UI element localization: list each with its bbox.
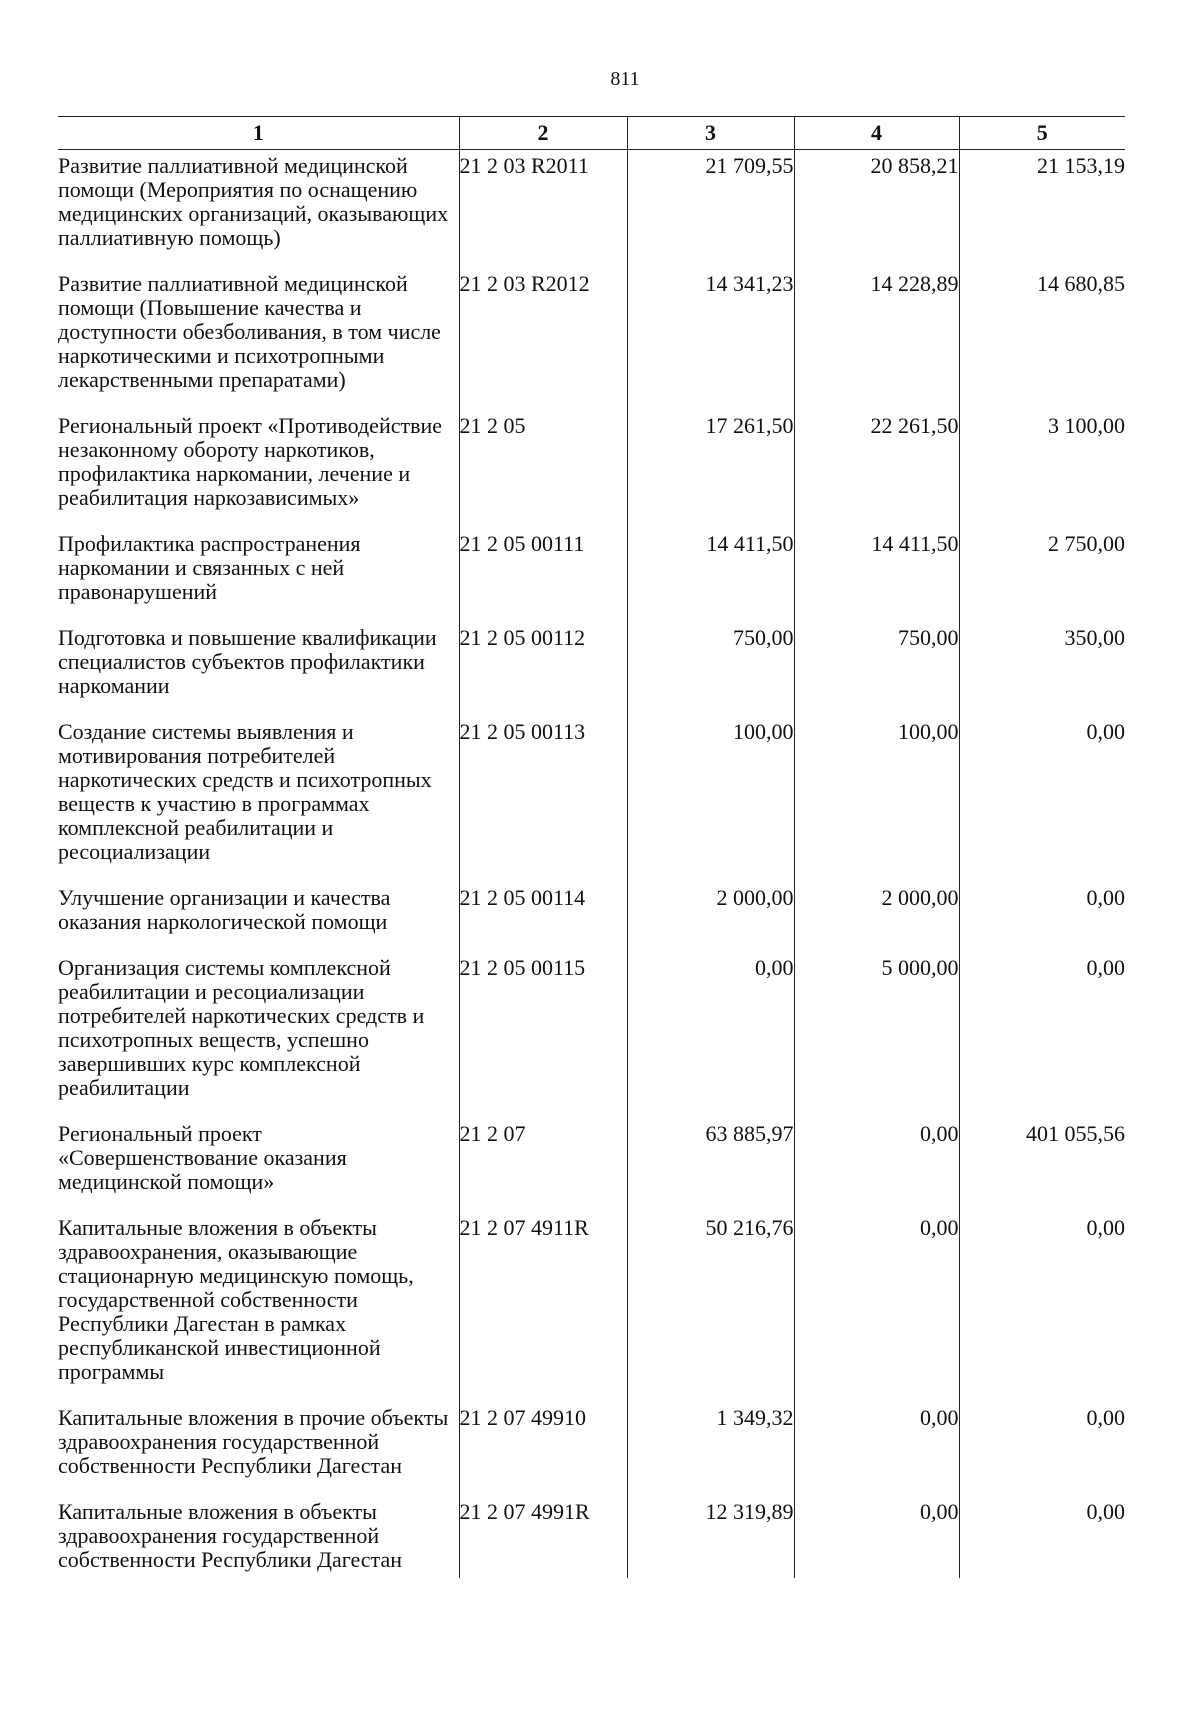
column-header: 2: [459, 117, 627, 150]
table-row: [58, 1118, 1125, 1212]
row-value-col5: 21 153,19: [959, 150, 1125, 269]
table-row: [58, 716, 1125, 882]
table-row: [58, 952, 1125, 1118]
row-value-col5: 0,00: [959, 1212, 1125, 1402]
budget-table: [58, 116, 1125, 1578]
table-row: [58, 268, 1125, 410]
table-body: [58, 150, 1125, 1579]
row-value-col5: 0,00: [959, 952, 1125, 1118]
table-row: [58, 410, 1125, 528]
row-value-col5: 14 680,85: [959, 268, 1125, 410]
row-code-cell: 21 2 07 4991R: [459, 1496, 627, 1578]
row-value-col5: 3 100,00: [959, 410, 1125, 528]
row-name-cell: Региональный проект «Совершенствование оказания медицинской помощи»: [58, 1121, 347, 1194]
row-value-col4: 0,00: [794, 1496, 959, 1578]
row-name-cell: Организация системы комплексной реабилитации и ресоциализации потребителей наркотических средств и психотропных веществ, успешно завершивших курс комплексной реабилитации: [58, 955, 425, 1100]
row-value-col5: 0,00: [959, 1402, 1125, 1496]
row-name-cell: Региональный проект «Противодействие незаконному обороту наркотиков, профилактика наркомании, лечение и реабилитация наркозависимых»: [58, 413, 443, 510]
column-header: 5: [959, 117, 1125, 150]
row-value-col3: 2 000,00: [627, 882, 794, 952]
row-code-cell: 21 2 05 00113: [459, 716, 627, 882]
row-value-col4: 750,00: [794, 622, 959, 716]
table-row: [58, 1402, 1125, 1496]
row-value-col4: 0,00: [794, 1212, 959, 1402]
row-code-cell: 21 2 07: [459, 1118, 627, 1212]
row-value-col4: 22 261,50: [794, 410, 959, 528]
row-name-cell: Создание системы выявления и мотивирования потребителей наркотических средств и психотропных веществ к участию в программах комплексной реабилитации и ресоциализации: [58, 719, 432, 864]
row-value-col5: 350,00: [959, 622, 1125, 716]
row-value-col4: 14 411,50: [794, 528, 959, 622]
row-name-cell: Развитие паллиативной медицинской помощи (Повышение качества и доступности обезболивания, в том числе наркотическими и психотропными лекарственными препаратами): [58, 271, 441, 392]
row-value-col3: 0,00: [627, 952, 794, 1118]
row-value-col5: 0,00: [959, 1496, 1125, 1578]
row-code-cell: 21 2 05 00115: [459, 952, 627, 1118]
row-name-cell: Развитие паллиативной медицинской помощи (Мероприятия по оснащению медицинских организаций, оказывающих паллиативную помощь): [58, 153, 449, 250]
row-code-cell: 21 2 05 00114: [459, 882, 627, 952]
row-value-col3: 14 341,23: [627, 268, 794, 410]
row-name-cell: Профилактика распространения наркомании и связанных с ней правонарушений: [58, 531, 361, 604]
table-row: [58, 882, 1125, 952]
row-value-col3: 50 216,76: [627, 1212, 794, 1402]
row-value-col4: 20 858,21: [794, 150, 959, 269]
row-value-col4: 100,00: [794, 716, 959, 882]
row-value-col4: 0,00: [794, 1402, 959, 1496]
row-value-col5: 401 055,56: [959, 1118, 1125, 1212]
column-header: 4: [794, 117, 959, 150]
row-code-cell: 21 2 05 00111: [459, 528, 627, 622]
table-row: [58, 528, 1125, 622]
row-code-cell: 21 2 07 4911R: [459, 1212, 627, 1402]
row-value-col3: 14 411,50: [627, 528, 794, 622]
row-value-col5: 2 750,00: [959, 528, 1125, 622]
row-value-col4: 14 228,89: [794, 268, 959, 410]
row-value-col5: 0,00: [959, 716, 1125, 882]
table-header-row: [58, 117, 1125, 150]
table-row: [58, 1496, 1125, 1578]
row-value-col4: 2 000,00: [794, 882, 959, 952]
row-code-cell: 21 2 05 00112: [459, 622, 627, 716]
row-code-cell: 21 2 03 R2012: [459, 268, 627, 410]
row-value-col3: 21 709,55: [627, 150, 794, 269]
row-value-col3: 1 349,32: [627, 1402, 794, 1496]
row-code-cell: 21 2 07 49910: [459, 1402, 627, 1496]
table-row: [58, 622, 1125, 716]
row-value-col5: 0,00: [959, 882, 1125, 952]
row-name-cell: Капитальные вложения в объекты здравоохранения, оказывающие стационарную медицинскую помощь, государственной собственности Республики Дагестан в рамках республиканской инвестиционной программы: [58, 1215, 414, 1384]
table-row: [58, 150, 1125, 269]
row-value-col3: 63 885,97: [627, 1118, 794, 1212]
row-name-cell: Подготовка и повышение квалификации специалистов субъектов профилактики наркомании: [58, 625, 437, 698]
row-value-col4: 0,00: [794, 1118, 959, 1212]
row-code-cell: 21 2 05: [459, 410, 627, 528]
row-name-cell: Капитальные вложения в прочие объекты здравоохранения государственной собственности Республики Дагестан: [58, 1405, 449, 1478]
column-header: 1: [58, 117, 459, 150]
row-name-cell: Улучшение организации и качества оказания наркологической помощи: [58, 885, 391, 934]
table-row: [58, 1212, 1125, 1402]
row-code-cell: 21 2 03 R2011: [459, 150, 627, 269]
row-value-col3: 12 319,89: [627, 1496, 794, 1578]
page-number: 811: [610, 68, 640, 90]
row-value-col3: 17 261,50: [627, 410, 794, 528]
row-value-col3: 100,00: [627, 716, 794, 882]
column-header: 3: [627, 117, 794, 150]
row-value-col4: 5 000,00: [794, 952, 959, 1118]
row-value-col3: 750,00: [627, 622, 794, 716]
row-name-cell: Капитальные вложения в объекты здравоохранения государственной собственности Республики Дагестан: [58, 1499, 402, 1572]
